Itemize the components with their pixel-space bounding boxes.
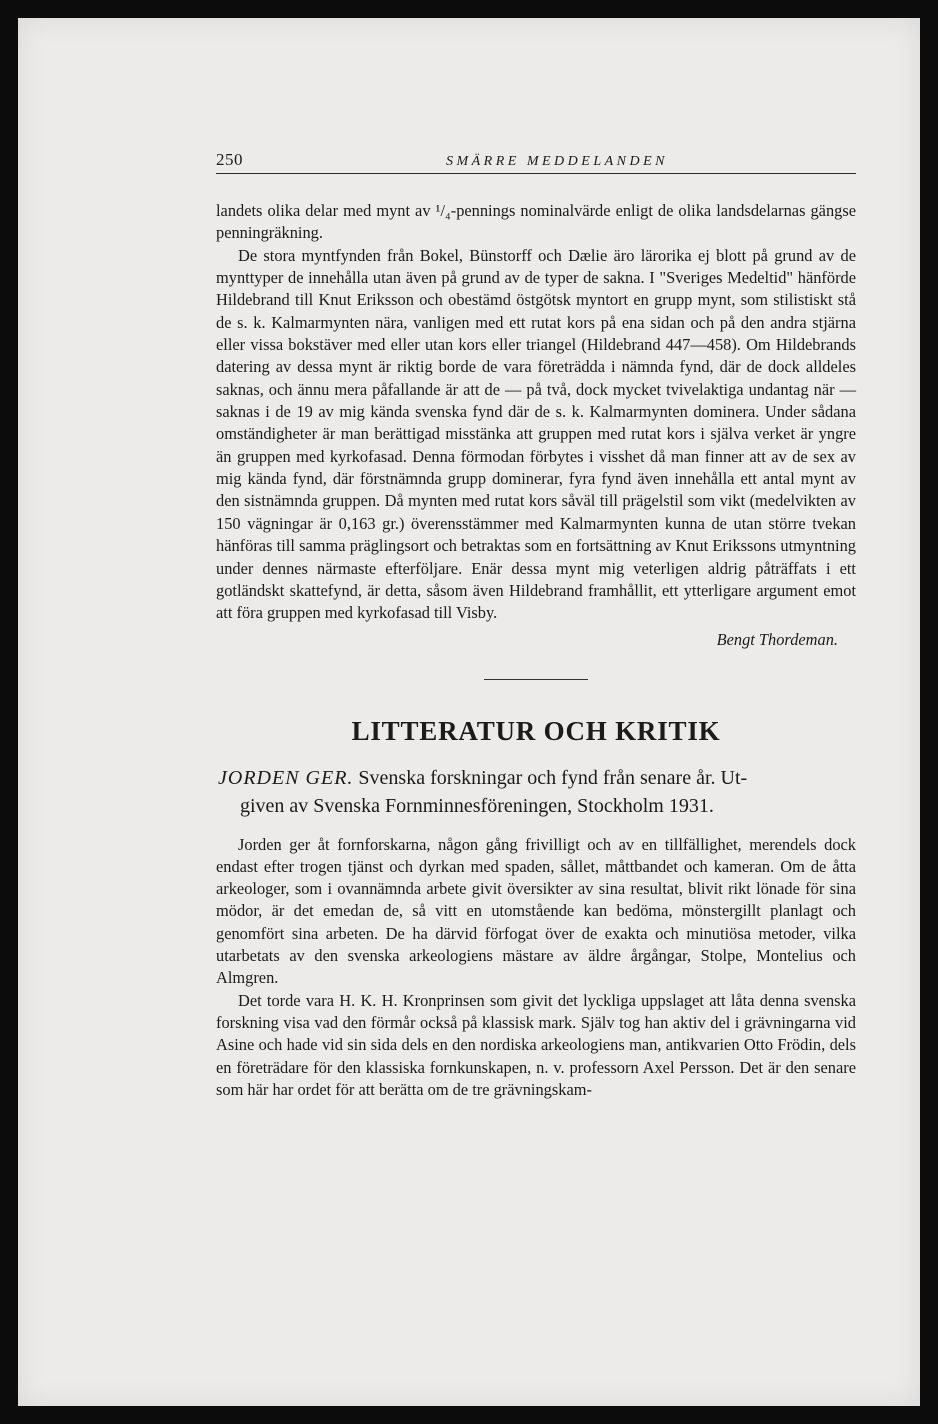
- article-paragraph-2: De stora myntfynden från Bokel, Bünstorff och Dælie äro lärorika ej blott på grund av de mynttyper de innehålla utan även på grund av de typer de sakna. I "Sveriges Medeltid" hänförde Hildebrand till Knut Eriksson och obestämd östgötsk myntort en grupp mynt, som stilistiskt stå de s. k. Kalmarmynten nära, vanligen med ett rutat kors på ena sidan och på den andra stjärna eller vissa bokstäver med eller utan kors eller triangel (Hildebrand 447—458). Om Hildebrands datering av dessa mynt är riktig borde de vara företrädda i nämnda fynd, där de dock alldeles saknas, och ännu mera påfallande är att de — på två, dock mycket tvivelaktiga undantag när — saknas i de 19 av mig kända svenska fynd där de s. k. Kalmarmynten dominera. Under sådana omständigheter är man berättigad misstänka att gruppen med rutat kors i själva verket är yngre än gruppen med kyrkofasad. Denna förmodan förbytes i visshet då man finner att av de sex av mig kända fynd, där förstnämnda grupp dominerar, fyra fynd även innehålla ett antal mynt av den sistnämnda gruppen. Då mynten med rutat kors såväl till prägelstil som vikt (medelvikten av 150 vägningar är 0,163 gr.) överensstämmer med Kalmarmynten kunna de utan större tvekan hänföras till samma präglingsort och betraktas som en fortsättning av Knut Erikssons utmyntning under dennes närmaste efterföljare. Enär dessa mynt mig veterligen aldrig påträffats i ett gotländskt skattefynd, är detta, såsom även Hildebrand framhållit, ett ytterligare argument emot att föra gruppen med kyrkofasad till Visby.: [216, 245, 856, 623]
- page-content: [216, 146, 856, 1101]
- review-paragraph-1: Jorden ger åt fornforskarna, någon gång frivilligt och av en tillfällighet, merendels dock endast efter trogen tjänst och dyrkan med spaden, sållet, måttbandet och kameran. Om de åtta arkeologer, som i ovannämnda arbete givit översikter av sina resultat, blivit rikt lönade för sina mödor, är det emedan de, så vitt en utomstående kan bedöma, mönstergillt planlagt och genomfört sina arbeten. De ha därvid förfogat över de exakta och minutiösa metoder, vilka utarbetats av den svenska arkeologiens mästare av äldre årgångar, Stolpe, Montelius och Almgren.: [216, 834, 856, 988]
- review-paragraph-2: Det torde vara H. K. H. Kronprinsen som givit det lyckliga uppslaget att låta denna svenska forskning visa vad den förmår också på klassisk mark. Själv tog han aktiv del i grävningarna vid Asine och hade vid sin sida dels en den nordiska arkeologiens man, antikvarien Otto Frödin, dels en företrädare för den klassiska fornkunskapen, n. v. professorn Axel Persson. Det är den senare som här har ordet för att berätta om de tre grävningskam-: [216, 990, 856, 1099]
- review-book-title: JORDEN GER.: [218, 766, 354, 789]
- author-signature: Bengt Thordeman.: [716, 629, 838, 649]
- running-title: SMÄRRE MEDDELANDEN: [445, 154, 668, 169]
- review-citation-line-2: given av Svenska Fornminnesföreningen, Stockholm 1931.: [240, 794, 714, 817]
- article-paragraph-1: landets olika delar med mynt av ¹/₄-pennings nominalvärde enligt de olika landsdelarnas gängse penningräkning.: [216, 201, 856, 243]
- review-body: [216, 834, 856, 1102]
- review-citation: [216, 764, 856, 820]
- page-number: 250: [216, 150, 243, 169]
- article-body: [216, 200, 856, 625]
- running-header: [216, 146, 856, 174]
- section-divider: [484, 679, 588, 680]
- section-title: LITTERATUR OCH KRITIK: [351, 715, 721, 746]
- review-citation-line-1: Svenska forskningar och fynd från senare år. Ut-: [358, 766, 748, 789]
- document-page: [18, 18, 920, 1406]
